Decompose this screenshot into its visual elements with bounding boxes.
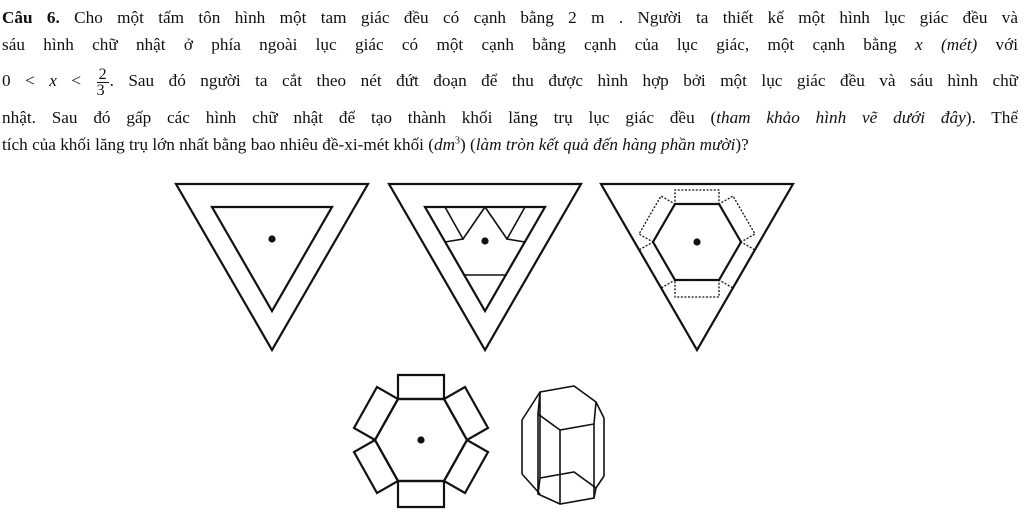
figure-triangle-sheet [170,180,375,355]
figure-hexagonal-prism [510,380,610,510]
net-rectangle-lower-left [354,440,398,493]
question-label: Câu 6. [2,8,60,27]
inner-triangle [425,207,545,311]
center-point [417,436,424,443]
problem-statement [2,4,1018,158]
hexagon-edge [485,207,507,239]
inner-triangle [212,207,332,311]
outer-triangle [601,184,793,350]
problem-line-5: tích của khối lăng trụ lớn nhất bằng bao nhiêu đề-xi-mét khối $(dm^3)$ (làm tròn kết quả đến hàng phần mười)? [2,135,749,154]
dashed-rectangle-bottom [675,280,719,297]
hexagon-edge [463,207,485,239]
problem-line-2: sáu hình chữ nhật ở phía ngoài lục giác có một cạnh bằng cạnh của lục giác, một cạnh bằng x (mét) với [2,35,1019,54]
problem-line-3: 0 < x < $\frac{2}{3}$ . Sau đó người ta cắt theo nét đứt đoạn để thu được hình hợp bởi một lục giác đều và sáu hình chữ [2,65,1018,99]
center-point [268,235,275,242]
problem-line-4: nhật. Sau đó gấp các hình chữ nhật để tạo thành khối lăng trụ lục giác đều (tham khảo hình vẽ dưới đây). Thể [2,108,1018,127]
dashed-rectangle-upper-left [639,196,675,242]
prism-edge [596,476,604,488]
hexagon-cut-right [507,207,525,242]
prism-bottom-face [538,472,596,504]
net-rectangle-bottom [398,481,444,507]
figure-triangle-cut-lines [590,180,795,355]
center-point [693,238,700,245]
dashed-rectangle-top [675,190,719,204]
prism-edge [596,402,604,418]
outer-triangle [176,184,368,350]
center-point [481,237,488,244]
outer-triangle [389,184,581,350]
fraction-two-thirds: $\frac{2}{3}$ [96,65,107,99]
hexagon-cut-left [445,207,463,242]
problem-line-1: Câu 6. Cho một tấm tôn hình một tam giác đều có cạnh bằng 2 m . Người ta thiết kế một hình lục giác đều và [2,8,1018,27]
net-rectangle-top [398,375,444,399]
figure-triangle-hexagon [380,180,585,355]
net-rectangle-upper-left [354,387,398,440]
net-rectangle-lower-right [444,440,488,493]
net-rectangle-upper-right [444,387,488,440]
prism-top-face [538,386,596,430]
figure-hexagon-net [345,368,505,513]
